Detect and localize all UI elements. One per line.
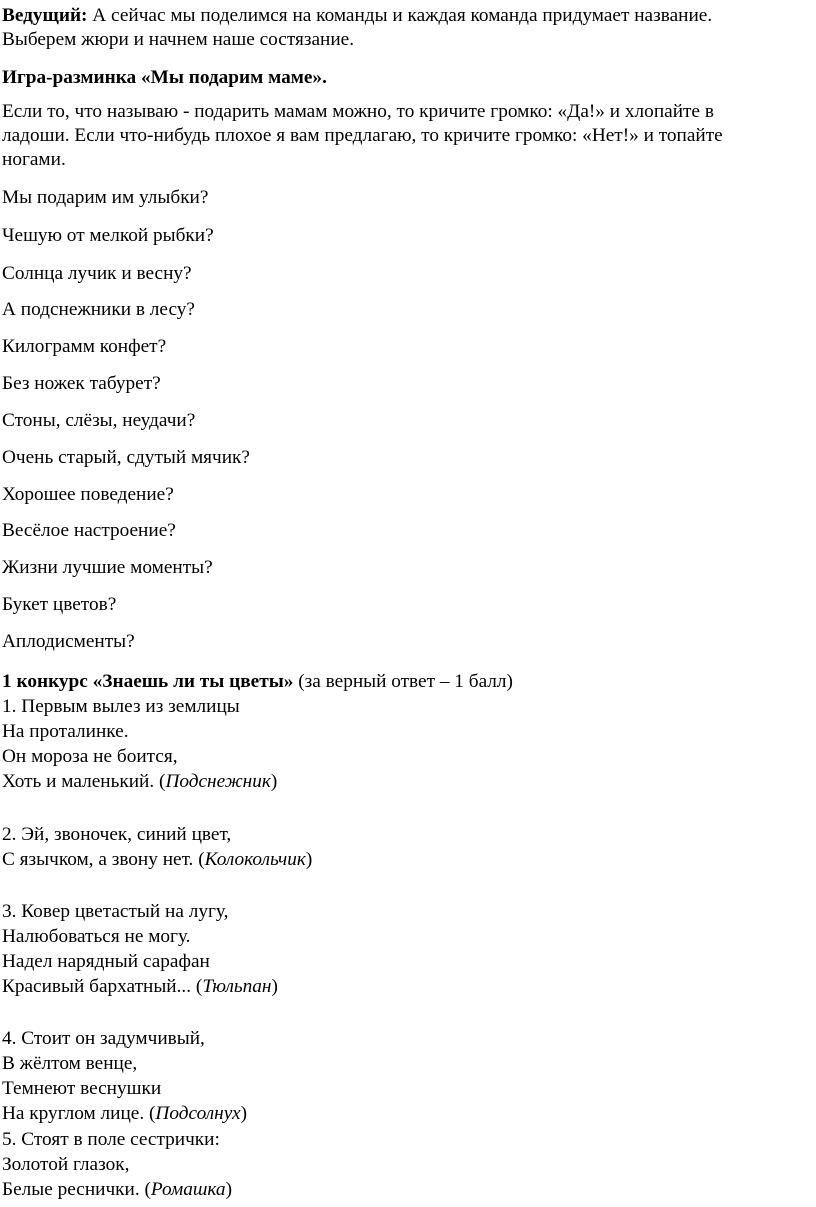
riddle-answer: Подсолнух bbox=[155, 1103, 241, 1124]
riddle-answer-prefix: С язычком, а звону нет. ( bbox=[2, 849, 205, 870]
host-label: Ведущий: bbox=[2, 5, 88, 26]
intro-line-2: Выберем жюри и начнем наше состязание. bbox=[2, 29, 355, 50]
riddle-line: В жёлтом венце, bbox=[2, 1053, 138, 1074]
warmup-question: Жизни лучшие моменты? bbox=[2, 557, 213, 578]
warmup-question: Солнца лучик и весну? bbox=[2, 263, 192, 284]
warmup-question: Аплодисменты? bbox=[2, 631, 135, 652]
warmup-rules-line-1: Если то, что называю - подарить мамам можно, то кричите громко: «Да!» и хлопайте в bbox=[2, 101, 714, 122]
riddle-answer-suffix: ) bbox=[240, 1103, 247, 1124]
riddle-answer: Подснежник bbox=[165, 771, 271, 792]
riddle-answer: Колокольчик bbox=[204, 849, 306, 870]
riddle-line: Налюбоваться не могу. bbox=[2, 926, 191, 947]
riddle-line: 2. Эй, звоночек, синий цвет, bbox=[2, 824, 232, 845]
riddle-answer-suffix: ) bbox=[305, 849, 313, 870]
riddle-answer-line bbox=[2, 1102, 247, 1126]
warmup-question: А подснежники в лесу? bbox=[2, 299, 195, 320]
warmup-question: Килограмм конфет? bbox=[2, 336, 167, 357]
warmup-question: Весёлое настроение? bbox=[2, 520, 176, 541]
warmup-question: Очень старый, сдутый мячик? bbox=[2, 447, 250, 468]
contest-1-heading bbox=[2, 670, 513, 694]
riddle-answer-prefix: Хоть и маленький. ( bbox=[2, 771, 166, 792]
riddle-answer-suffix: ) bbox=[225, 1179, 232, 1200]
riddle-line: Надел нарядный сарафан bbox=[2, 951, 210, 972]
warmup-question: Хорошее поведение? bbox=[2, 484, 174, 505]
riddle-line: Он мороза не боится, bbox=[2, 746, 178, 767]
riddle-answer-prefix: Белые реснички. ( bbox=[2, 1179, 151, 1200]
riddle-answer-line bbox=[2, 848, 312, 872]
warmup-question: Стоны, слёзы, неудачи? bbox=[2, 410, 196, 431]
riddle-line: Темнеют веснушки bbox=[2, 1078, 162, 1099]
warmup-rules-line-3: ногами. bbox=[2, 149, 66, 170]
warmup-question: Без ножек табурет? bbox=[2, 373, 161, 394]
riddle-answer-suffix: ) bbox=[271, 976, 278, 997]
riddle-answer: Тюльпан bbox=[202, 976, 272, 997]
warmup-rules-line-2: ладоши. Если что-нибудь плохое я вам предлагаю, то кричите громко: «Нет!» и топайте bbox=[2, 125, 723, 146]
riddle-line: 4. Стоит он задумчивый, bbox=[2, 1028, 205, 1049]
riddle-answer-line bbox=[2, 1178, 232, 1202]
warmup-question: Букет цветов? bbox=[2, 594, 117, 615]
contest-1-note: (за верный ответ – 1 балл) bbox=[293, 671, 513, 692]
warmup-question: Чешую от мелкой рыбки? bbox=[2, 225, 214, 246]
riddle-answer-suffix: ) bbox=[270, 771, 278, 792]
riddle-line: 1. Первым вылез из землицы bbox=[2, 696, 240, 717]
riddle-answer-prefix: Красивый бархатный... ( bbox=[2, 976, 203, 997]
riddle-answer-line bbox=[2, 975, 278, 999]
contest-1-title: 1 конкурс «Знаешь ли ты цветы» bbox=[2, 671, 294, 692]
riddle-answer-prefix: На круглом лице. ( bbox=[2, 1103, 156, 1124]
riddle-answer: Ромашка bbox=[150, 1179, 226, 1200]
riddle-line: 3. Ковер цветастый на лугу, bbox=[2, 901, 229, 922]
warmup-question: Мы подарим им улыбки? bbox=[2, 187, 209, 208]
intro-line-1 bbox=[2, 4, 712, 28]
warmup-title: Игра-разминка «Мы подарим маме». bbox=[2, 67, 327, 88]
riddle-line: 5. Стоят в поле сестрички: bbox=[2, 1129, 220, 1150]
riddle-line: Золотой глазок, bbox=[2, 1154, 130, 1175]
riddle-answer-line bbox=[2, 770, 277, 794]
intro-text-1: А сейчас мы поделимся на команды и каждая команда придумает название. bbox=[87, 5, 713, 26]
riddle-line: На проталинке. bbox=[2, 721, 129, 742]
